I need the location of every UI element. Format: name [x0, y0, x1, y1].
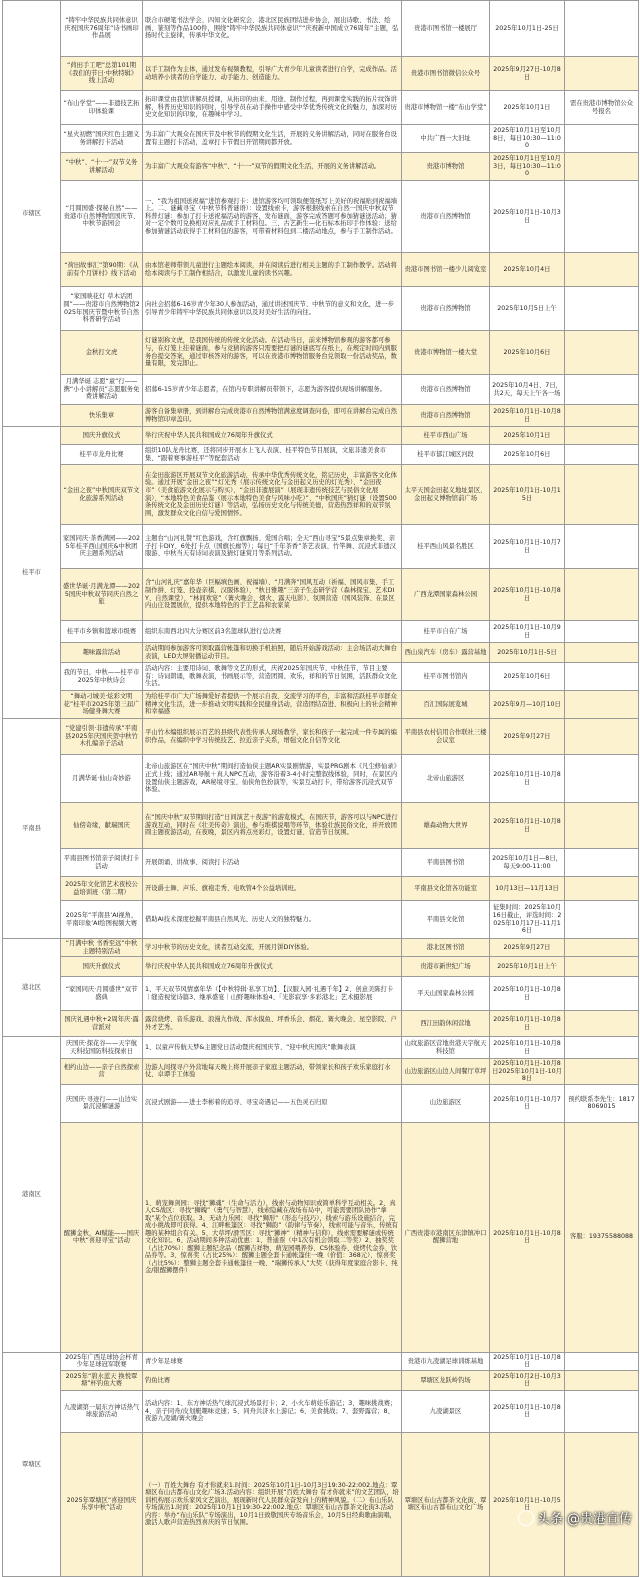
activity-note: [565, 621, 639, 643]
activity-name: 庆国庆·探花谷——天宇航天科技国防科技探索日: [61, 1037, 143, 1059]
activity-time: 2025年10月1日-10月8日: [490, 1390, 565, 1432]
activity-content: 举行庆祝中华人民共和国成立76周年升旗仪式: [143, 427, 402, 445]
table-row: [3, 621, 639, 643]
activity-note: [565, 331, 639, 375]
activity-content: 联合市硬笔书法学会、四知文化研究会、港北区民族团结进步协会，展出诗歌、书法、绘画、篆刻等作品100件，围绕“铸牢中华民族共同体意识”“庆祝新中国成立76周年”主题，弘扬时代主旋律，传承中华文化。: [143, 1, 402, 57]
schedule-table: [2, 0, 639, 1577]
activity-content: 为丰富广大观众有游客“中秋”、“十·一”双节的假期文化生活，开展的义务讲解活动。: [143, 153, 402, 181]
activity-name: 国庆礼遇中秋+2周年庆·露营派对: [61, 1011, 143, 1037]
activity-name: “布山学堂”——非遗技艺拓印体验课: [61, 91, 143, 125]
activity-content: 活动内容：主要用诗词、歌舞等文艺的形式，庆祝2025年国庆节、中秋佳节，节目主要有：诗词朗诵，歌舞表演，书画展示等，营造团圆、欢乐，祥和的节日氛围，活跃群众文化生活。: [143, 663, 402, 691]
activity-time: 2025年9月27日: [490, 719, 565, 755]
activity-name: “星火初燃”国庆红色主题义务讲解打卡活动: [61, 125, 143, 153]
activity-place: 平南县文化馆: [402, 901, 490, 939]
activity-content: 开展朗诵、讲故事、阅读打卡活动: [143, 849, 402, 877]
activity-content: 组织10队龙舟比赛，还将同步开展水上飞人表演、桂平特色节目展演，文旅非遗美食市集、“跟着赛事游桂平”等配套活动: [143, 445, 402, 465]
activity-content: 为给桂平市广大广场舞爱好者提供一个展示自我、交流学习的平台，丰富和活跃桂平市群众精神文化生活，进一步推动文明实践和全民健身活动，营造团结奋进、积极向上的社会精神和幸福感: [143, 691, 402, 719]
activity-note: [565, 957, 639, 977]
activity-place: 贵港市自然博物馆: [402, 375, 490, 405]
activity-content: 招募6-15岁青少年志愿者，在馆内专职讲解员带领下，志愿为游客提供现场讲解服务。: [143, 375, 402, 405]
activity-place: 贵港市自然博物馆: [402, 287, 490, 331]
activity-note: [565, 877, 639, 901]
activity-place: 太平天国金田起义地址景区、金田起义博物馆前广场: [402, 465, 490, 525]
district-cell: 覃塘区: [3, 1352, 61, 1576]
activity-content: 1、萌宠舞剑园：寻找“狮魂”（生命与活力），线索与动物知识或简单科学互动相关。2、真人CS战区：寻找“狮魄”（勇气与智慧），线索隐藏在战场布局中，可能需要团队协作“拿取”某个点位获取。3、无动力乐园：寻找“狮形”（形态与技巧），线索与游乐设施结合，完成小挑战即可获得。4、江畔帐篷区：寻找“狮韵”（韵律与节奏），线索可能与音乐、传统有趣的某种组合有关。5、大草坪/滑雪区：寻找“狮神”（精神与信仰），线索需要解谜或传统文化知识。6、活动期间多种活动优惠：1、普通票（中1次有机会领取二等奖）2、抽奖奖（占比70%）：醒狮主题纪念品（醒狮吉祥物、萌宠园喂养券、CS体验券、烧烤代金券、饮品券等。3、惊喜奖（占比25%）：醒狮主题全套卡通帐篷住一晚（价值：368元）、惊喜奖（占比5%）：整狮主题全套卡通帐篷住一晚、“瑞狮传承人”大奖（获得年度家庭合影卡、纯金/银醒狮摆件）: [143, 1122, 402, 1352]
activity-place: 贵港市图书馆一楼少儿阅览室: [402, 253, 490, 287]
activity-place: 桂平市郁江城区河段: [402, 445, 490, 465]
activity-name: “荷田手工吧”总第101期《我们的节日·中秋特辑》线上活动: [61, 57, 143, 91]
activity-content: 为丰富广大观众在国庆节及中秋节的假期文化生活，开展的义务讲解活动，同时在服务台设置有主题打卡活动，盖章打卡节假日开馆期间都开放。: [143, 125, 402, 153]
activity-place: 雄森动物大世界: [402, 803, 490, 849]
activity-time: 2025年10月1日至10月8日，每日10:30—11:00: [490, 125, 565, 153]
table-row: [3, 1390, 639, 1432]
activity-time: 2025年10月6日: [490, 445, 565, 465]
activity-note: [565, 719, 639, 755]
district-cell: 港北区: [3, 939, 61, 1037]
table-row: [3, 57, 639, 91]
table-row: [3, 803, 639, 849]
table-row: [3, 405, 639, 427]
activity-note: [565, 691, 639, 719]
activity-place: 平南县图书馆: [402, 849, 490, 877]
activity-name: 2025年覃塘区“喜迎国庆 乐享中秋”活动: [61, 1432, 143, 1576]
activity-content: 向社会招募6-16岁青少年30人参加活动，通过讲述国庆节、中秋节的意义和文化，进一步引导青少年铸牢中华民族共同体意识以及对美好生活的向往。: [143, 287, 402, 331]
activity-place: 山边旅游区山边人间餐厅草坪: [402, 1059, 490, 1085]
activity-content: 北帝山旅游区在“国庆中秋”期间打造仙侠主题AR实景剧情游，实景PRG剧本《凡尘修仙录》正式上线；通过AR导航＋真人NPC互动，游客沿着3-4小时完整叙线体验，同时，在景区内设置仙侠主题游戏，AR秘境寻宝、仙侠角色扮演等，实景互动打卡，带给游客沉浸式双节体验。: [143, 755, 402, 803]
activity-name: 国庆升旗仪式: [61, 427, 143, 445]
activity-time: 2025年9月27日-10月8日: [490, 57, 565, 91]
activity-note: [565, 253, 639, 287]
activity-content: 组织东南西北四大分赛区前3名篮球队进行总决赛: [143, 621, 402, 643]
activity-name: 国庆升旗仪式: [61, 957, 143, 977]
activity-name: 2025年“平南县‘AI视角，平南印象’AI绘图视频大赛: [61, 901, 143, 939]
activity-note: [565, 375, 639, 405]
table-row: [3, 331, 639, 375]
table-row: [3, 1037, 639, 1059]
table-row: [3, 1352, 639, 1370]
activity-note: [565, 1432, 639, 1576]
activity-name: “铸牢中华民族共同体意识 庆祝国庆76周年”诗书画印作品展: [61, 1, 143, 57]
activity-place: 桂平市图书馆内: [402, 663, 490, 691]
activity-note: 客服：19375588088: [565, 1122, 639, 1352]
activity-note: [565, 1370, 639, 1390]
table-row: [3, 849, 639, 877]
activity-name: 趣味露营活动: [61, 643, 143, 663]
activity-name: 2025年“碧水蓝天 换悦覃塘”杯钓鱼大赛: [61, 1370, 143, 1390]
activity-note: [565, 181, 639, 253]
activity-place: 贵港市博物馆: [402, 153, 490, 181]
activity-name: “金田之夜”中秋国庆双节文化旅游系列活动: [61, 465, 143, 525]
activity-time: 征集时间：2025年10月16日截止，评选时间：2025年10月17日-11月16日: [490, 901, 565, 939]
activity-time: 2025年10月1日-10月8日: [490, 755, 565, 803]
table-row: [3, 465, 639, 525]
activity-time: 2025年10月1日-10月8日: [490, 1037, 565, 1059]
activity-name: “中秋”、“十·一”双节义务讲解活动: [61, 153, 143, 181]
activity-content: 露营烧烤、音乐游戏、浪漫九作战、浑水摸鱼、坪香乐会、烟花、篝火晚会、星空影院、户外才艺秀。: [143, 1011, 402, 1037]
activity-content: 沉浸式剧游——进士李彬着的追寻、寻宝奇遇记——五色灵石归原: [143, 1084, 402, 1122]
table-row: [3, 755, 639, 803]
activity-note: [565, 1011, 639, 1037]
activity-time: 2025年10月1日—8日，每天9:00-11:00: [490, 849, 565, 877]
table-row: [3, 253, 639, 287]
activity-content: 由本馆老师带领儿童进行主题绘本阅读，并在阅读后进行相关主题的手工制作教学。活动将绘本阅读与手工制作相结合，以激发儿童的读书兴趣。: [143, 253, 402, 287]
table-row: [3, 719, 639, 755]
activity-note: [565, 849, 639, 877]
activity-name: “荷田故事汇”第90期：《从前有个月饼村》线下活动: [61, 253, 143, 287]
activity-note: [565, 569, 639, 621]
activity-place: 山边旅游区: [402, 1084, 490, 1122]
activity-place: 桂平市西山广场: [402, 427, 490, 445]
activity-time: 2025年10月1日至10月3日，每日10:30—11:00: [490, 153, 565, 181]
activity-note: 需在贵港市博物馆公众号报名: [565, 91, 639, 125]
activity-note: [565, 901, 639, 939]
activity-name: 醒狮金秋，AI赋能——国庆中秋“喜迎寻宝”活动: [61, 1122, 143, 1352]
activity-time: 2025年9月—10月10日: [490, 691, 565, 719]
table-row: [3, 901, 639, 939]
activity-content: 学习中秋节的历史文化，读者互动交流，开展月饼DIY体验。: [143, 939, 402, 957]
activity-note: [565, 153, 639, 181]
table-row: [3, 939, 639, 957]
table-row: [3, 1011, 639, 1037]
activity-time: 2025年10月1日-25日: [490, 1, 565, 57]
activity-name: 2025年文化馆艺术夜校公益培训班（第二期）: [61, 877, 143, 901]
activity-content: 边游人间探寻户外营地每天晚上将开展亲子家庭主题活动，带领家长和孩子欢乐家庭打水仗、卓谭手工体验: [143, 1059, 402, 1085]
activity-name: “月满中秋 书香至远”中秋主题特别活动: [61, 939, 143, 957]
activity-place: 北帝山旅游区: [402, 755, 490, 803]
activity-content: 钓鱼比赛: [143, 1370, 402, 1390]
activity-note: [565, 643, 639, 663]
activity-place: 平南县农村信用合作联社三楼会议室: [402, 719, 490, 755]
activity-time: 2025年9月27日: [490, 939, 565, 957]
activity-note: [565, 663, 639, 691]
activity-place: 桂平西山风景名胜区: [402, 525, 490, 569]
activity-name: “家国映花灯 草木话团圆”——贵港市自然博物馆2025年国庆节暨中秋节自然科普研学活动: [61, 287, 143, 331]
activity-name: 盛世华诞·月满龙潭——2025国庆中秋双节同庆自然之旅: [61, 569, 143, 621]
activity-time: 2025年10月1日-10月7日: [490, 1084, 565, 1122]
activity-time: 2025年10月4日: [490, 253, 565, 287]
activity-time: 2025年10月4日、7日，共2天，每天上午各一场: [490, 375, 565, 405]
activity-note: [565, 405, 639, 427]
activity-note: [565, 1, 639, 57]
activity-time: 2025年10月1日-10月9日: [490, 621, 565, 643]
district-cell: 市辖区: [3, 1, 61, 427]
activity-time: 2025年10月1日-10月7日: [490, 525, 565, 569]
table-row: [3, 877, 639, 901]
activity-name: 月满华诞 志愿“童”行——携“小小讲解员”志愿服务免费讲解活动: [61, 375, 143, 405]
activity-name: 相约山边——亲子自然探索营: [61, 1059, 143, 1085]
activity-name: 平南县图书馆亲子阅读打卡活动: [61, 849, 143, 877]
activity-note: [565, 125, 639, 153]
table-row: [3, 1, 639, 57]
table-row: [3, 427, 639, 445]
activity-place: 贵港市自然博物馆: [402, 405, 490, 427]
table-row: [3, 1059, 639, 1085]
activity-note: [565, 1352, 639, 1370]
activity-content: 在金田旅游区开展双节文化旅游活动，传承中华优秀传统文化，铭记历史，丰富游客文化体验。通过开展“金田之夜”“灯光秀（展示传统文化与金田起义历史的灯光秀）、“金田夜市”（美食旅游文化展示与购买）、“金田非遗展演”（展现非遗传统技艺与民俗文化展演）、“本地特色美食品鉴（展示本地特色美食与风味小吃）”、“中秋国庆”猜灯谜（设置500条传统文化及金田历史灯谜）等活动，弘扬历史文化与传统美德，营造热烈祥和的双节氛围，激发群众文化自信与爱国情怀。: [143, 465, 402, 525]
table-row: [3, 957, 639, 977]
activity-place: 百汇国际展览城: [402, 691, 490, 719]
table-row: [3, 525, 639, 569]
table-row: [3, 375, 639, 405]
activity-place: 贵港市博物馆一楼“布山学堂”: [402, 91, 490, 125]
activity-time: 2025年10月2日-10月3日: [490, 1370, 565, 1390]
activity-content: 借助AI技术深度挖掘平南县自然风光、历史人文的独特魅力。: [143, 901, 402, 939]
activity-place: 贵港市图书馆微信公众号: [402, 57, 490, 91]
activity-time: 2025年10月6日: [490, 663, 565, 691]
activity-content: （一）百姓大舞台 有才你就来1.时间：2025年10月1日-10月3日19:30-22:002.地点：覃塘区布山古都布山文化广场3.活动内容：组织开展“百姓大舞台 有才你就来”的文艺团队，培训机构展示欢乐家风文艺演出，展现新时代人民群众奋发向上的精神风貌。（二）布山乐队专场演出1.时间：2025年10月1日19:30-22:002.地点：覃塘区布山古都茶文化街3.活动内容：举办“布山乐队”专场演出，10月1日致敬国庆专场音乐会，10月5日经典歌曲演唱，激活人歌声营造热烈喜庆的节日氛围。: [143, 1432, 402, 1576]
table-row: [3, 287, 639, 331]
table-row: [3, 1084, 639, 1122]
activity-name: 我的节日，中秋——桂平市2025年中秋诗会: [61, 663, 143, 691]
activity-name: 仙傍奇缘，献瑞国庆: [61, 803, 143, 849]
activity-time: 2025年10月1日-10月8日: [490, 977, 565, 1011]
activity-name: “家国同庆·月圆盛世”双节盛典: [61, 977, 143, 1011]
activity-note: [565, 1059, 639, 1085]
activity-content: 青少年足球赛: [143, 1352, 402, 1370]
activity-note: [565, 1037, 639, 1059]
activity-name: “党建引领·非遗传承”平南县2025年庆国庆贺中秋竹木扎编亲子活动: [61, 719, 143, 755]
activity-content: 游客自备集章册，到讲解台完成贵港市自然博物馆满意度调查问卷，即可在讲解台完成自然博物馆印章盖印。: [143, 405, 402, 427]
activity-content: 在“国庆中秋”双节期间打造“日间演艺＋夜游”的游览模式，在国庆节，游客可以与NPC进行游戏互动，同时在《壮美传奇》演出，参与堆棋说唱等环节，体验壮族民俗文化，并开放团圆主题夜游活动，在夜晚，景区内将点亮彩灯，设置灯谜、营造节日氛围。: [143, 803, 402, 849]
activity-time: 10月13日—11月13日: [490, 877, 565, 901]
table-row: [3, 643, 639, 663]
table-row: [3, 691, 639, 719]
activity-note: [565, 445, 639, 465]
activity-name: 金秋打文虎: [61, 331, 143, 375]
activity-time: 2025年10月1日-10月8日: [490, 569, 565, 621]
activity-content: 活动期间参加游客可领取露营帐篷和切换手机拍照，随后开始游戏活动：主会场活动大舞台表演，LED大屏射播运动节目。: [143, 643, 402, 663]
activity-content: 灯谜别称文虎，是我国传统的传统文化活动。在活动当日，前来博物馆参观的游客都可参与，在灯笼上挂着谜面，参与竞猜的游客只需要把灯谜的谜底写在纸上，在规定时间内到服务台提交答案，通过审核答对的游客，可以在贵港市博物馆服务台兑领取一份活动奖品，数量有限，发完即止。: [143, 331, 402, 375]
activity-time: 2025年10月1日-10月8日: [490, 405, 565, 427]
district-cell: 桂平市: [3, 427, 61, 719]
activity-content: 含“山河礼庆”嘉年华（巨幅填色画、祝福墙）、“月满奔”国风互动（祈福、国风市集、手工制作拼、灯笼、投壶亲棋、汉服体验）、“秋日雅趣”三亲子生态研学营（森林探宝、艺术DIY、自然课堂）、“林间欢宴”（篝火晚会、烟火、露天电影）、氛围营造（国风装饰、在景区内山庄设置展位，提供本地特色的手工艺品和农家菜: [143, 569, 402, 621]
table-row: [3, 1122, 639, 1352]
activity-note: [565, 525, 639, 569]
activity-place: 贵港市图书馆一楼展厅: [402, 1, 490, 57]
activity-place: 西山泉汽车（房车）露营基地: [402, 643, 490, 663]
activity-place: 平天山国家森林公园: [402, 977, 490, 1011]
activity-note: [565, 977, 639, 1011]
activity-time: 2025年10月1日-10月8日: [490, 1122, 565, 1352]
table-row: [3, 1370, 639, 1390]
activity-content: 一、“我为祖国送祝福”进馆参观打卡：进馆游客均可领取便签纸写上美好的祝福贴到祝福墙上。二、谜藏寻宝（中秋节科普谜语）：设置线索卡，游客根据线索在自然一国庆中秋双节科普灯谜：参加了打卡送祝福活动的游客，发布谜面，游客完成答题可参加猜谜送活动；猜对一定个数可兑换相对应礼品或手工材料包。三、古艺新生—化石标本拓印手作体验：送给参加猜谜活动获得手工材料包的游客，可带着材料包到二楼活动地点，参与手工制作活动。: [143, 181, 402, 253]
table-row: [3, 1432, 639, 1576]
activity-place: 贵港市博物馆一楼大堂: [402, 331, 490, 375]
activity-name: 桂平市龙舟比赛: [61, 445, 143, 465]
activity-place: 桂平市自在广场: [402, 621, 490, 643]
activity-note: [565, 465, 639, 525]
activity-content: 拓印课堂由我馆讲解员授课，从拓印的由来、用途、制作过程，再到课堂实践的拓片纹饰讲解，科普历史知识的同时，引导学员在动手操作中感受中华优秀传统文化的魅力，加深对历史文化知识的印象，在趣味中学习。: [143, 91, 402, 125]
activity-content: 开设爵士舞、声乐、旗袍走秀、电吹管4个公益培训班。: [143, 877, 402, 901]
activity-content: 主题台“山河礼赞”红色游戏，含红旗飘扬、爱国合唱；全天“西山寻宝”5景点集章换奖、亲子打卡DIY、6处打卡点（国旗长廊等）；每日“千年茶香”茶艺表演、竹竿舞、沉浸式非遗汉服游、中秋当天有诗词表演及猜灯谜赏月等系列活动。: [143, 525, 402, 569]
district-cell: 港南区: [3, 1037, 61, 1353]
activity-time: 2025年10月1日-5日: [490, 643, 565, 663]
activity-name: 月满华诞·仙山奇妙游: [61, 755, 143, 803]
activity-note: [565, 755, 639, 803]
table-row: [3, 445, 639, 465]
activity-time: 2025年10月1日-10月8日: [490, 1352, 565, 1370]
activity-content: 1、以童声传航天梦&主题党日活动暨庆祝国庆节、“迎中秋庆国庆”歌舞表演: [143, 1037, 402, 1059]
activity-name: 桂平市乡镇和篮球市级赛: [61, 621, 143, 643]
activity-time: 2025年10月1日: [490, 91, 565, 125]
activity-content: 举行庆祝中华人民共和国成立76周年升旗仪式: [143, 957, 402, 977]
activity-note: [565, 427, 639, 445]
table-row: [3, 977, 639, 1011]
activity-time: 2025年10月1日-10月5日: [490, 1432, 565, 1576]
activity-note: [565, 57, 639, 91]
activity-place: 覃塘区龙跃岭钓场: [402, 1370, 490, 1390]
activity-note: [565, 287, 639, 331]
activity-time: 2025年10月1日-10月3日: [490, 181, 565, 253]
activity-place: 贵港市九凌湖足球训练基地: [402, 1352, 490, 1370]
activity-place: 贵港市新世纪广场: [402, 957, 490, 977]
activity-place: 贵港市自然博物馆: [402, 181, 490, 253]
activity-content: 平山竹木编组织展示百艺的县级代表性传承人现场教学，家长和孩子一起完成一件专属的编织作品，在编织中学习传统技艺、拉近亲子关系，增强文化自信等文化: [143, 719, 402, 755]
activity-content: 活动内容：1、东方神话热气球沉浸式场景打卡；2、小火车萌娃乐游记；3、趣味挑战赛；4、亲子同舟/皮划艇趣味竞速；5、同舟共济水上游记；6、美食挑战；7、套野露营；8、夜游九凌湖/篝火晚会: [143, 1390, 402, 1432]
activity-place: 港北区图书馆: [402, 939, 490, 957]
activity-name: 九凌湖第一届东方神话热气球旅游活动: [61, 1390, 143, 1432]
activity-place: 平南县文化馆各功能室: [402, 877, 490, 901]
table-row: [3, 91, 639, 125]
activity-note: [565, 939, 639, 957]
activity-note: [565, 803, 639, 849]
activity-time: 2025年10月1日-10月8日2025年10月1日-10月8日: [490, 1059, 565, 1085]
activity-time: 2025年10月1日-10月15日: [490, 465, 565, 525]
activity-time: 2025年10月5日上午: [490, 287, 565, 331]
activity-name: 2025年广西足球协会杯青少年足球冠军联赛: [61, 1352, 143, 1370]
table-row: [3, 181, 639, 253]
activity-time: 2025年10月1日-10月8日: [490, 1011, 565, 1037]
activity-time: 2025年10月1日上午: [490, 957, 565, 977]
activity-place: 广西贵港市港南区东津镇冲口醒狮营地: [402, 1122, 490, 1352]
activity-content: 1、平天双节风情嘉年华（【中秋特辑·私享工坊】、【汉服入园·礼遇千年】2、创意美陈打卡｜缝造视觉诗篇3、继承盛宴｜山野趣味体验4、「光影寂享·多彩港北」艺术摄影展: [143, 977, 402, 1011]
activity-name: “舞动刁城美·炫彩文明花”桂平市2025年第三届广场健身舞大赛: [61, 691, 143, 719]
activity-name: 快乐集章: [61, 405, 143, 427]
activity-place: 广西龙潭国家森林公园: [402, 569, 490, 621]
table-row: [3, 153, 639, 181]
watermark: 头条 @贵港宣传: [518, 1508, 632, 1527]
toutiao-logo-icon: [518, 1510, 534, 1526]
activity-place: 九凌湖景区: [402, 1390, 490, 1432]
table-row: [3, 569, 639, 621]
activity-place: 中共广西一大旧址: [402, 125, 490, 153]
table-row: [3, 125, 639, 153]
activity-time: 2025年10月1日: [490, 427, 565, 445]
activity-place: 西江田韵休闲营地: [402, 1011, 490, 1037]
activity-name: “月圆国盛·探秘自然”——贵港市自然博物馆国庆节、中秋节游园会: [61, 181, 143, 253]
table-row: [3, 663, 639, 691]
activity-place: 山纹旅游区营地贵港天宇航天科技馆: [402, 1037, 490, 1059]
district-cell: 平南县: [3, 719, 61, 939]
activity-place: 覃塘区布山古都茶文化街、覃塘区布山古都布山文化广场: [402, 1432, 490, 1576]
activity-time: 2025年10月1日-10月8日: [490, 803, 565, 849]
activity-time: 2025年10月6日: [490, 331, 565, 375]
activity-note: 预约联系李先生：18178069015: [565, 1084, 639, 1122]
activity-name: 庆国庆·寻迹行——山边实景沉浸解谜游: [61, 1084, 143, 1122]
activity-content: 以手工制作为主体，通过发布视频教程，引导广大青少年儿童读者进行自学，完成作品。活动培养小读者的自学能力、动手能力、创造能力。: [143, 57, 402, 91]
activity-note: [565, 1390, 639, 1432]
activity-name: 家国同庆·茶香满园——2025年桂平西山国庆&中秋团庆主题系列活动: [61, 525, 143, 569]
